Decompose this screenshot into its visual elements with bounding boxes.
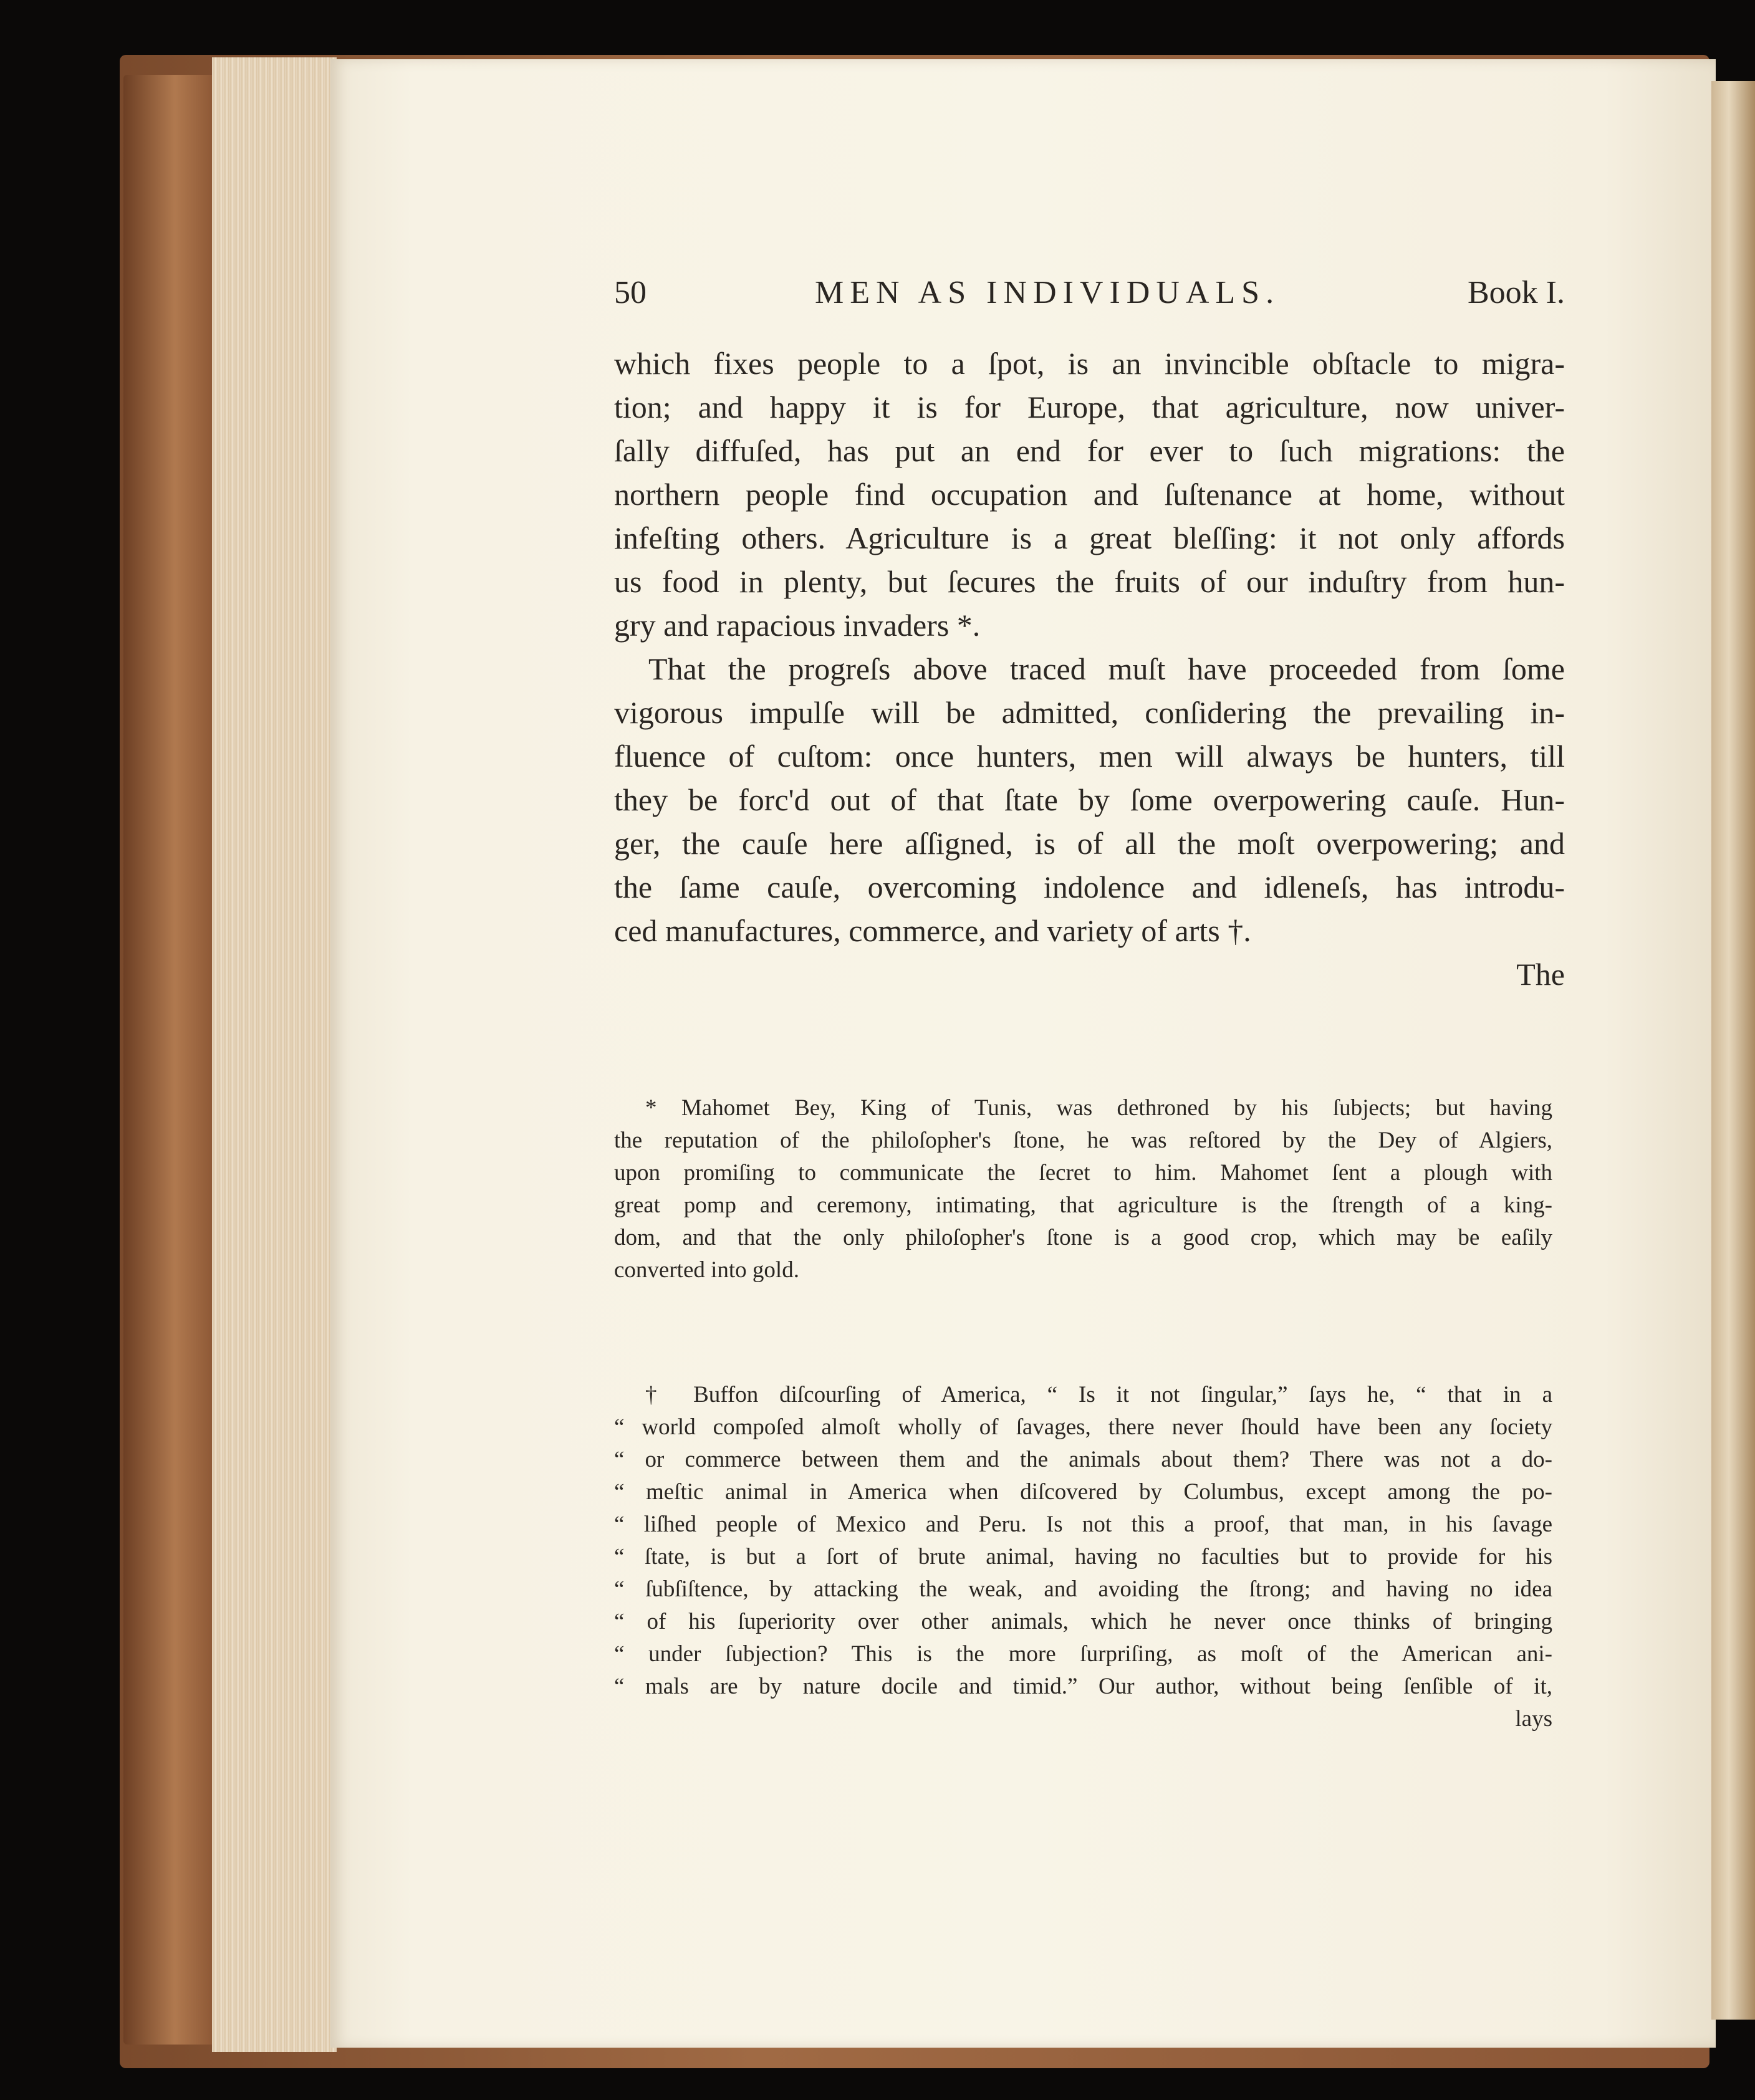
text-line: fluence of cuſtom: once hunters, men will always be hunters, till [614,739,1565,774]
footnote-line: “ of his ſuperiority over other animals, which he never once thinks of bringing [614,1609,1552,1634]
book-spine-edge [123,75,217,2045]
footnote-line: * Mahomet Bey, King of Tunis, was dethroned by his ſubjects; but having [645,1095,1552,1121]
footnote-line: converted into gold. [614,1257,799,1283]
text-line: ſally diffuſed, has put an end for ever to ſuch migrations: the [614,433,1565,468]
catchword: lays [1515,1706,1552,1732]
footnote-line: dom, and that the only philoſopher's ſtone is a good crop, which may be eaſily [614,1225,1552,1250]
footnote-line: “ ſtate, is but a ſort of brute animal, having no faculties but to provide for his [614,1544,1552,1570]
page-number: 50 [614,275,647,310]
text-line: gry and rapacious invaders *. [614,608,981,643]
text-line: ced manufactures, commerce, and variety of arts †. [614,913,1251,948]
footnote-line: “ or commerce between them and the animals about them? There was not a do- [614,1447,1552,1472]
footnote-line: “ ſubſiſtence, by attacking the weak, and avoiding the ſtrong; and having no idea [614,1576,1552,1602]
footnote-line: † Buffon diſcourſing of America, “ Is it not ſingular,” ſays he, “ that in a [645,1382,1552,1407]
text-line: vigorous impulſe will be admitted, conſidering the prevailing in- [614,695,1565,730]
text-line: which fixes people to a ſpot, is an invincible obſtacle to migra- [614,346,1565,381]
footnote-asterisk [614,1092,1552,1287]
catchword: The [1516,957,1565,992]
footnote-line: “ meſtic animal in America when diſcovered by Columbus, except among the po- [614,1479,1552,1505]
footnote-line: “ world compoſed almoſt wholly of ſavages, there never ſhould have been any ſociety [614,1414,1552,1440]
footnote-line: “ mals are by nature docile and timid.” Our author, without being ſenſible of it, [614,1674,1552,1699]
text-line: infeſting others. Agriculture is a great bleſſing: it not only affords [614,520,1565,555]
main-text [614,342,1565,996]
footnote-line: upon promiſing to communicate the ſecret to him. Mahomet ſent a plough with [614,1160,1552,1186]
text-line: us food in plenty, but ſecures the fruits of our induſtry from hun- [614,564,1565,599]
footnote-line: the reputation of the philoſopher's ſtone, he was reſtored by the Dey of Algiers, [614,1128,1552,1153]
text-line: That the progreſs above traced muſt have proceeded from ſome [648,651,1565,686]
book-label: Book I. [1468,275,1565,310]
text-line: ger, the cauſe here aſſigned, is of all the moſt overpowering; and [614,826,1565,861]
running-title: MEN AS INDIVIDUALS. [815,275,1281,310]
page-edges [212,57,337,2052]
footnote-line: “ under ſubjection? This is the more ſurpriſing, as moſt of the American ani- [614,1641,1552,1667]
text-line: northern people find occupation and ſuſtenance at home, without [614,477,1565,512]
footnote-line: great pomp and ceremony, intimating, that agriculture is the ſtrength of a king- [614,1192,1552,1218]
footnote-line: “ liſhed people of Mexico and Peru. Is not this a proof, that man, in his ſavage [614,1512,1552,1537]
text-line: they be forc'd out of that ſtate by ſome overpowering cauſe. Hun- [614,782,1565,817]
text-line: tion; and happy it is for Europe, that agriculture, now univer- [614,390,1565,424]
footnote-dagger [614,1379,1552,1735]
facing-page-edge [1711,81,1755,2020]
text-line: the ſame cauſe, overcoming indolence and idleneſs, has introdu- [614,870,1565,904]
running-header [614,268,1565,324]
